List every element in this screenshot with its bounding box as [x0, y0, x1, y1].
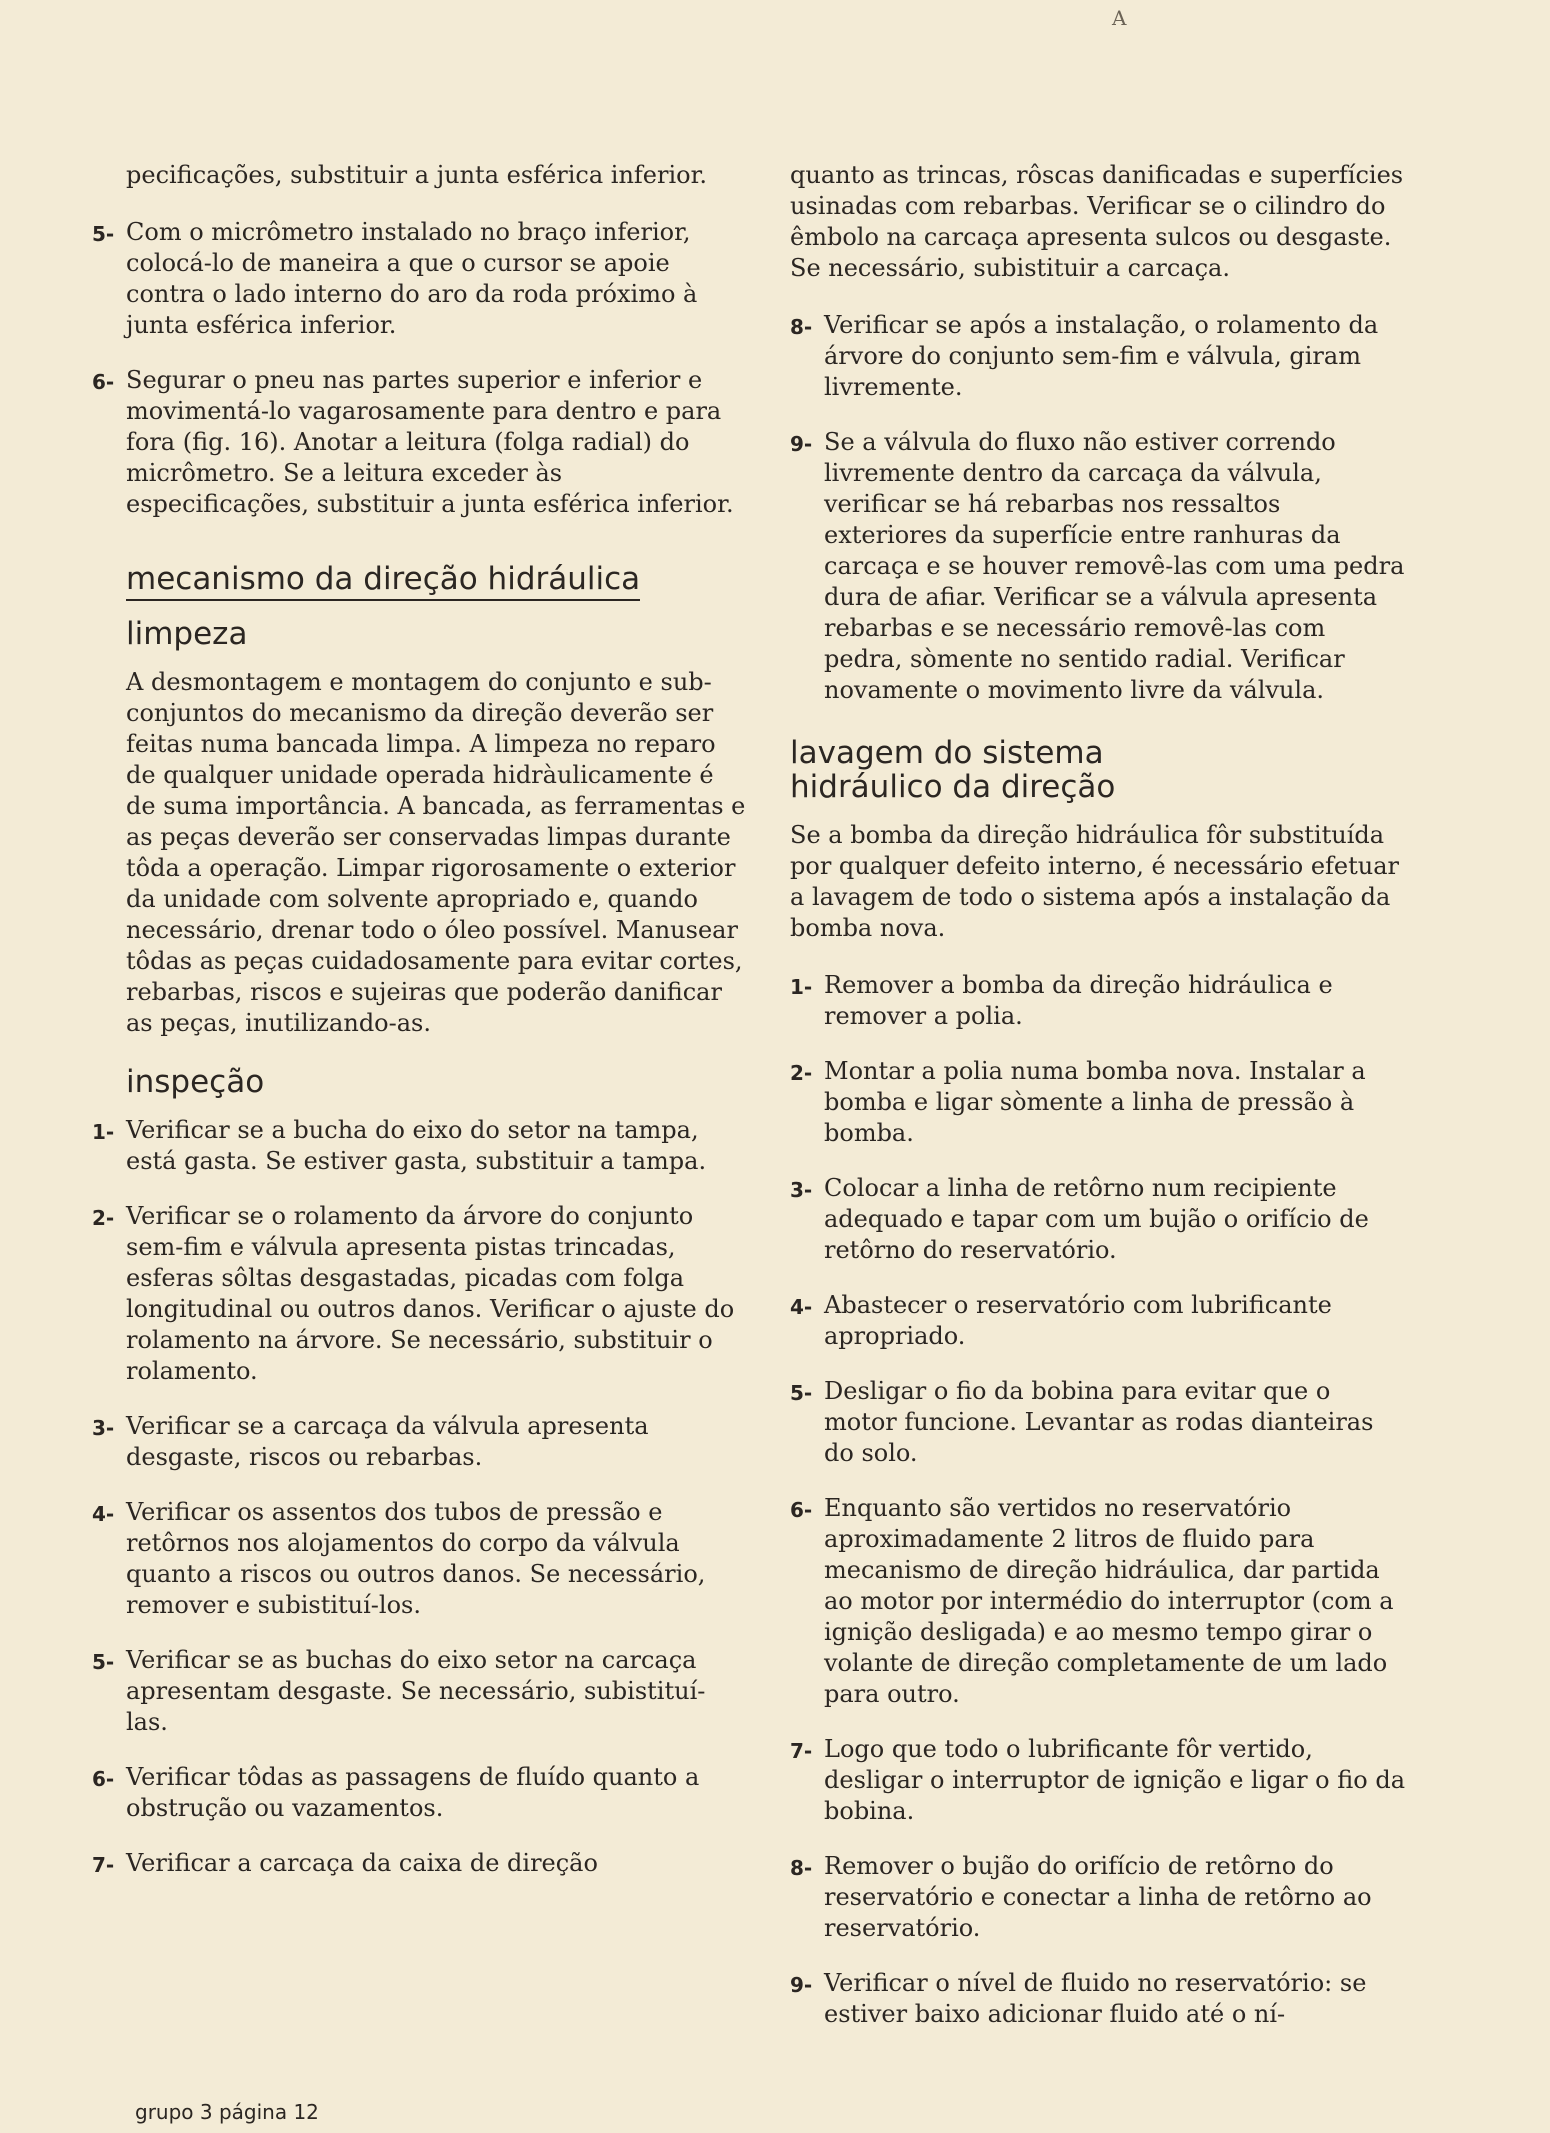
item-number: 3-	[92, 1416, 115, 1440]
list-item	[790, 427, 1410, 706]
item-text: Se a válvula do fluxo não estiver correndo livremente dentro da carcaça da válvula, verificar se há rebarbas nos ressaltos exteriores da superfície entre ranhuras da carcaça e se houver removê-las com uma pedra dura de afiar. Verificar se a válvula apresenta rebarbas e se necessário removê-las com pedra, sòmente no sentido radial. Verificar novamente o movimento livre da válvula.	[824, 428, 1405, 704]
item-text: Abastecer o reservatório com lubrificante apropriado.	[824, 1291, 1332, 1350]
lavagem-paragraph: Se a bomba da direção hidráulica fôr substituída por qualquer defeito interno, é necessário efetuar a lavagem de todo o sistema após a instalação da bomba nova.	[790, 821, 1399, 942]
item-number: 5-	[92, 222, 115, 246]
item-number: 9-	[790, 1973, 813, 1997]
page-footer: grupo 3 página 12	[135, 2100, 319, 2124]
list-item	[790, 1493, 1410, 1710]
item-number: 9-	[790, 432, 813, 456]
left-intro-text: pecificações, substituir a junta esférica inferior.	[126, 161, 708, 189]
list-item	[92, 1762, 746, 1824]
item-number: 2-	[92, 1206, 115, 1230]
list-item	[790, 310, 1410, 403]
item-text: Verificar se a bucha do eixo do setor na tampa, está gasta. Se estiver gasta, substituir a tampa.	[126, 1116, 707, 1175]
list-item	[92, 1497, 746, 1621]
list-item	[790, 1968, 1410, 2030]
item-text: Verificar o nível de fluido no reservatório: se estiver baixo adicionar fluido até o ní-	[824, 1969, 1367, 2028]
item-number: 6-	[790, 1498, 813, 1522]
list-item	[92, 217, 746, 341]
item-text: Verificar se as buchas do eixo setor na carcaça apresentam desgaste. Se necessário, subistituí-las.	[126, 1646, 706, 1736]
list-item	[790, 1290, 1410, 1352]
item-text: Remover a bomba da direção hidráulica e remover a polia.	[824, 971, 1333, 1030]
list-item	[790, 1173, 1410, 1266]
item-number: 6-	[92, 1767, 115, 1791]
item-number: 1-	[92, 1120, 115, 1144]
list-item	[790, 1734, 1410, 1827]
section-heading: mecanismo da direção hidráulica	[126, 562, 640, 601]
limpeza-paragraph: A desmontagem e montagem do conjunto e sub-conjuntos do mecanismo da direção deverão ser feitas numa bancada limpa. A limpeza no reparo de qualquer unidade operada hidràulicamente é de suma importância. A bancada, as ferramentas e as peças deverão ser conservadas limpas durante tôda a operação. Limpar rigorosamente o exterior da unidade com solvente apropriado e, quando necessário, drenar todo o óleo possível. Manusear tôdas as peças cuidadosamente para evitar cortes, rebarbas, riscos e sujeiras que poderão danificar as peças, inutilizando-as.	[126, 668, 746, 1037]
item-text: Colocar a linha de retôrno num recipiente adequado e tapar com um bujão o orifício de retôrno do reservatório.	[824, 1174, 1369, 1264]
item-text: Montar a polia numa bomba nova. Instalar a bomba e ligar sòmente a linha de pressão à bomba.	[824, 1057, 1366, 1147]
list-item	[790, 1056, 1410, 1149]
item-text: Segurar o pneu nas partes superior e inferior e movimentá-lo vagarosamente para dentro e para fora (fig. 16). Anotar a leitura (folga radial) do micrômetro. Se a leitura exceder às especificações, substituir a junta esférica inferior.	[126, 366, 734, 518]
inspecao-list	[92, 1115, 746, 1881]
item-number: 8-	[790, 1856, 813, 1880]
item-text: Verificar se o rolamento da árvore do conjunto sem-fim e válvula apresenta pistas trincadas, esferas sôltas desgastadas, picadas com folga longitudinal ou outros danos. Verificar o ajuste do rolamento na árvore. Se necessário, substituir o rolamento.	[126, 1202, 735, 1385]
item-number: 5-	[92, 1650, 115, 1674]
list-item	[92, 1411, 746, 1473]
right-column	[790, 160, 1410, 2054]
item-number: 5-	[790, 1381, 813, 1405]
left-column	[92, 160, 746, 1905]
item-number: 7-	[92, 1853, 115, 1877]
list-item	[92, 1848, 746, 1881]
item-number: 4-	[92, 1502, 115, 1526]
item-number: 7-	[790, 1739, 813, 1763]
item-text: Verificar se a carcaça da válvula apresenta desgaste, riscos ou rebarbas.	[126, 1412, 649, 1471]
item-number: 4-	[790, 1295, 813, 1319]
inspecao-heading: inspeção	[126, 1064, 265, 1100]
page-mark: A	[1112, 6, 1127, 30]
list-item	[92, 1201, 746, 1387]
lavagem-heading-line-1: lavagem do sistema	[790, 735, 1104, 771]
right-top-list	[790, 310, 1410, 706]
list-item	[790, 1376, 1410, 1469]
item-number: 8-	[790, 315, 813, 339]
list-item	[92, 1645, 746, 1738]
left-top-list	[92, 217, 746, 520]
item-text: Enquanto são vertidos no reservatório aproximadamente 2 litros de fluido para mecanismo de direção hidráulica, dar partida ao motor por intermédio do interruptor (com a ignição desligada) e ao mesmo tempo girar o volante de direção completamente de um lado para outro.	[824, 1494, 1394, 1708]
lavagem-list	[790, 970, 1410, 2030]
item-text: Remover o bujão do orifício de retôrno do reservatório e conectar a linha de retôrno ao reservatório.	[824, 1852, 1372, 1942]
item-text: Com o micrômetro instalado no braço inferior, colocá-lo de maneira a que o cursor se apoie contra o lado interno do aro da roda próximo à junta esférica inferior.	[126, 218, 698, 339]
item-number: 2-	[790, 1061, 813, 1085]
item-text: Logo que todo o lubrificante fôr vertido, desligar o interruptor de ignição e ligar o fio da bobina.	[824, 1735, 1406, 1825]
list-item	[790, 1851, 1410, 1944]
item-number: 6-	[92, 370, 115, 394]
item-text: Desligar o fio da bobina para evitar que o motor funcione. Levantar as rodas dianteiras do solo.	[824, 1377, 1374, 1467]
item-number: 3-	[790, 1178, 813, 1202]
item-text: Verificar se após a instalação, o rolamento da árvore do conjunto sem-fim e válvula, giram livremente.	[824, 311, 1379, 401]
limpeza-heading: limpeza	[126, 616, 248, 652]
item-text: Verificar os assentos dos tubos de pressão e retôrnos nos alojamentos do corpo da válvula quanto a riscos ou outros danos. Se necessário, remover e subistituí-los.	[126, 1498, 706, 1619]
item-text: Verificar a carcaça da caixa de direção	[126, 1849, 598, 1877]
item-number: 1-	[790, 975, 813, 999]
list-item	[92, 1115, 746, 1177]
list-item	[790, 970, 1410, 1032]
right-continuation-text: quanto as trincas, rôscas danificadas e superfícies usinadas com rebarbas. Verificar se o cilindro do êmbolo na carcaça apresenta sulcos ou desgaste. Se necessário, subistituir a carcaça.	[790, 161, 1404, 282]
item-text: Verificar tôdas as passagens de fluído quanto a obstrução ou vazamentos.	[126, 1763, 700, 1822]
list-item	[92, 365, 746, 520]
lavagem-heading-line-2: hidráulico da direção	[790, 769, 1116, 805]
